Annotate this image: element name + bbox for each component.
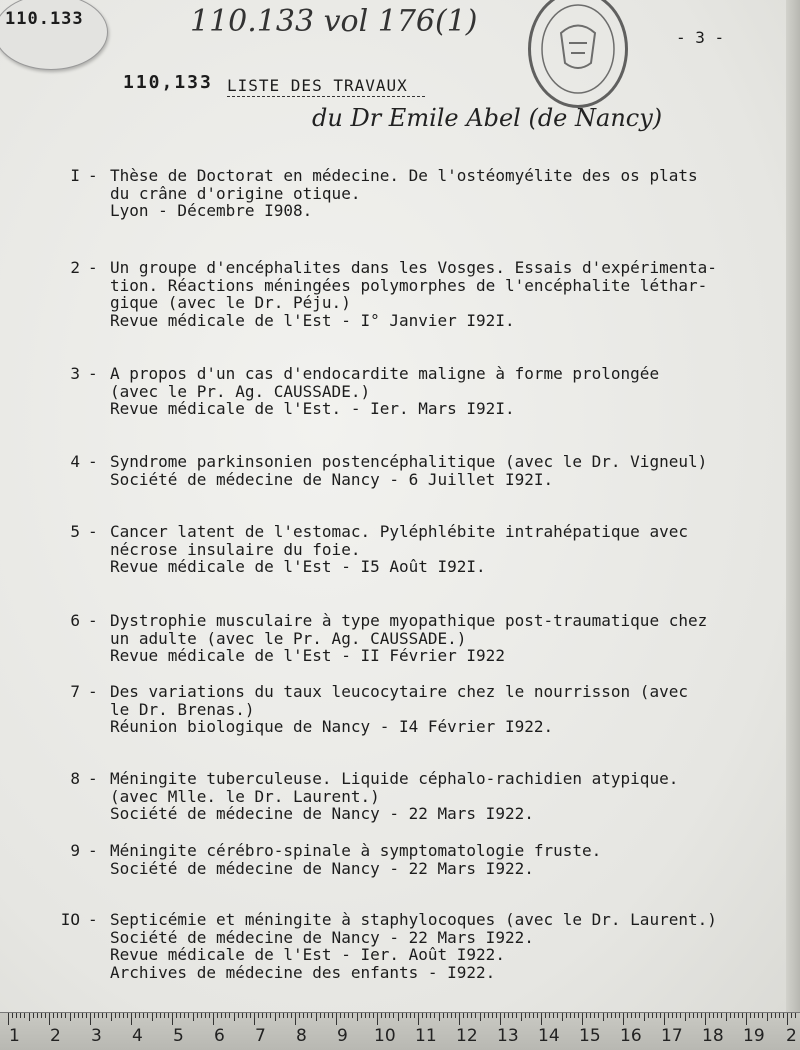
ruler-tick: [434, 1013, 435, 1018]
entry-text: [110, 911, 717, 981]
ruler-tick: [180, 1013, 181, 1018]
ruler-tick: [352, 1013, 353, 1018]
ruler-tick: [443, 1013, 444, 1018]
ruler-tick: [82, 1013, 83, 1018]
ruler-tick: [439, 1013, 440, 1021]
ruler-number: 3: [91, 1026, 102, 1046]
ruler-tick: [238, 1013, 239, 1018]
entry-number: 9: [70, 841, 80, 860]
ruler-tick: [24, 1013, 25, 1018]
entry-line: Revue médicale de l'Est - I° Janvier I92I.: [110, 310, 515, 330]
ruler-tick: [553, 1013, 554, 1018]
ruler-tick: [258, 1013, 259, 1018]
ruler-tick: [61, 1013, 62, 1018]
entry-line: - Cancer latent de l'estomac. Pyléphlébite intrahépatique avec: [110, 523, 688, 541]
ruler-tick: [156, 1013, 157, 1018]
ruler-tick: [685, 1013, 686, 1021]
entry-line: gique (avec le Dr. Péju.): [110, 293, 351, 312]
ruler-tick: [193, 1013, 194, 1021]
ruler-tick: [680, 1013, 681, 1018]
ruler-tick: [762, 1013, 763, 1018]
ruler-tick: [430, 1013, 431, 1018]
ruler-tick: [795, 1013, 796, 1018]
ruler-tick: [90, 1013, 91, 1025]
ruler-tick: [467, 1013, 468, 1018]
ruler-number: 17: [661, 1026, 683, 1046]
library-stamp-icon: [528, 0, 628, 108]
ruler-tick: [139, 1013, 140, 1018]
ruler-tick: [574, 1013, 575, 1018]
ruler-tick: [578, 1013, 579, 1018]
entry-line: - Septicémie et méningite à staphylocoques (avec le Dr. Laurent.): [110, 911, 717, 929]
ruler-tick: [779, 1013, 780, 1018]
ruler-tick: [746, 1013, 747, 1025]
ruler-tick: [488, 1013, 489, 1018]
ruler-number: 16: [620, 1026, 642, 1046]
entry-line: du crâne d'origine otique.: [110, 183, 361, 203]
ruler-tick: [242, 1013, 243, 1018]
ruler-number: 19: [743, 1026, 765, 1046]
ruler-tick: [152, 1013, 153, 1021]
ruler-tick: [426, 1013, 427, 1018]
manuscript-reference: 110.133 vol 176(1): [190, 4, 478, 39]
ruler-tick: [197, 1013, 198, 1018]
ruler-tick: [783, 1013, 784, 1018]
entry-line: le Dr. Brenas.): [110, 699, 255, 719]
ruler-tick: [127, 1013, 128, 1018]
ruler-tick: [775, 1013, 776, 1018]
ruler-tick: [590, 1013, 591, 1018]
ruler-tick: [176, 1013, 177, 1018]
ruler-tick: [652, 1013, 653, 1018]
ruler-tick: [459, 1013, 460, 1025]
ruler-tick: [324, 1013, 325, 1018]
ruler-tick: [586, 1013, 587, 1018]
entry-number: 2: [70, 258, 80, 277]
ruler-tick: [119, 1013, 120, 1018]
ruler-tick: [283, 1013, 284, 1018]
ruler-tick: [74, 1013, 75, 1018]
ruler-tick: [422, 1013, 423, 1018]
ruler-tick: [603, 1013, 604, 1021]
ruler-tick: [787, 1013, 788, 1025]
ruler-number: 18: [702, 1026, 724, 1046]
ruler-tick: [533, 1013, 534, 1018]
ruler-tick: [106, 1013, 107, 1018]
entry-number: 6: [70, 611, 80, 630]
ruler-tick: [644, 1013, 645, 1021]
page-edge-shadow: [786, 0, 800, 1012]
ruler-tick: [168, 1013, 169, 1018]
ruler-tick: [348, 1013, 349, 1018]
entry-line: Revue médicale de l'Est. - Ier. Mars I92I.: [110, 399, 515, 418]
ruler-tick: [98, 1013, 99, 1018]
ruler-tick: [320, 1013, 321, 1018]
ruler-number: 7: [255, 1026, 266, 1046]
entry-text: [110, 259, 717, 329]
ruler-tick: [41, 1013, 42, 1018]
ruler-tick: [525, 1013, 526, 1018]
ruler-tick: [455, 1013, 456, 1018]
ruler-tick: [246, 1013, 247, 1018]
entry-line: - Thèse de Doctorat en médecine. De l'ostéomyélite des os plats: [110, 167, 698, 185]
ruler-tick: [537, 1013, 538, 1018]
entry-line: nécrose insulaire du foie.: [110, 539, 361, 559]
ruler-number: 5: [173, 1026, 184, 1046]
ruler-tick: [730, 1013, 731, 1018]
ruler-tick: [742, 1013, 743, 1018]
entry-line: Société de médecine de Nancy - 6 Juillet I92I.: [110, 469, 554, 489]
ruler-number: 14: [538, 1026, 560, 1046]
ruler-tick: [463, 1013, 464, 1018]
ruler-tick: [566, 1013, 567, 1018]
entry-line: - Syndrome parkinsonien postencéphalitique (avec le Dr. Vigneul): [110, 453, 707, 471]
ruler-number: 11: [415, 1026, 437, 1046]
ruler-tick: [570, 1013, 571, 1018]
ruler-tick: [94, 1013, 95, 1018]
ruler-tick: [143, 1013, 144, 1018]
ruler-tick: [254, 1013, 255, 1025]
entry-line: Archives de médecine des enfants - I922.: [110, 962, 496, 982]
ruler-tick: [631, 1013, 632, 1018]
ruler-tick: [172, 1013, 173, 1025]
entry-number: IO: [60, 910, 80, 929]
ruler-tick: [361, 1013, 362, 1018]
ruler-tick: [480, 1013, 481, 1021]
entry-line: - Méningite tuberculeuse. Liquide céphalo-rachidien atypique.: [110, 770, 678, 788]
ruler-tick: [709, 1013, 710, 1018]
ruler-tick: [410, 1013, 411, 1018]
ruler-tick: [29, 1013, 30, 1021]
entry-number: 5: [70, 522, 80, 541]
sticker-code: 110.133: [5, 9, 84, 29]
ruler-tick: [414, 1013, 415, 1018]
ruler-tick: [676, 1013, 677, 1018]
ruler-tick: [738, 1013, 739, 1018]
ruler-number: 12: [456, 1026, 478, 1046]
ruler-tick: [672, 1013, 673, 1018]
ruler-tick: [160, 1013, 161, 1018]
entry-line: un adulte (avec le Pr. Ag. CAUSSADE.): [110, 628, 467, 648]
shelf-code: 110,133: [123, 72, 213, 93]
catalog-sticker: [0, 0, 108, 70]
ruler-tick: [754, 1013, 755, 1018]
ruler-tick: [705, 1013, 706, 1025]
ruler-tick: [49, 1013, 50, 1025]
ruler-tick: [541, 1013, 542, 1025]
entry-line: Réunion biologique de Nancy - I4 Février I922.: [110, 717, 554, 736]
entry-text: [110, 683, 688, 736]
ruler-tick: [164, 1013, 165, 1018]
entry-number: 3: [70, 364, 80, 383]
ruler-tick: [299, 1013, 300, 1018]
ruler-tick: [37, 1013, 38, 1018]
entry-text: [110, 167, 698, 220]
ruler-number: 6: [214, 1026, 225, 1046]
ruler-tick: [365, 1013, 366, 1018]
ruler-tick: [734, 1013, 735, 1018]
ruler-tick: [275, 1013, 276, 1021]
ruler-tick: [451, 1013, 452, 1018]
entry-number: 7: [70, 682, 80, 701]
ruler-tick: [188, 1013, 189, 1018]
ruler-tick: [57, 1013, 58, 1018]
ruler-tick: [262, 1013, 263, 1018]
entry-text: [110, 523, 688, 576]
ruler-tick: [287, 1013, 288, 1018]
handwritten-author: du Dr Emile Abel (de Nancy): [312, 104, 663, 132]
ruler-tick: [131, 1013, 132, 1025]
ruler-tick: [123, 1013, 124, 1018]
entry-line: Société de médecine de Nancy - 22 Mars I922.: [110, 858, 534, 878]
ruler-tick: [86, 1013, 87, 1018]
ruler-tick: [381, 1013, 382, 1018]
ruler-tick: [213, 1013, 214, 1025]
ruler-tick: [291, 1013, 292, 1018]
ruler-tick: [791, 1013, 792, 1018]
ruler-tick: [500, 1013, 501, 1025]
entry-line: (avec le Pr. Ag. CAUSSADE.): [110, 381, 371, 401]
ruler-tick: [504, 1013, 505, 1018]
ruler-tick: [336, 1013, 337, 1025]
ruler-tick: [402, 1013, 403, 1018]
ruler-tick: [697, 1013, 698, 1018]
ruler-tick: [492, 1013, 493, 1018]
ruler-tick: [717, 1013, 718, 1018]
ruler-tick: [373, 1013, 374, 1018]
ruler-tick: [385, 1013, 386, 1018]
entry-line: Société de médecine de Nancy - 22 Mars I922.: [110, 804, 534, 823]
ruler-tick: [668, 1013, 669, 1018]
ruler-tick: [512, 1013, 513, 1018]
entry-line: - Dystrophie musculaire à type myopathique post-traumatique chez: [110, 612, 707, 630]
ruler-tick: [332, 1013, 333, 1018]
ruler-tick: [713, 1013, 714, 1018]
ruler-tick: [16, 1013, 17, 1018]
ruler-tick: [447, 1013, 448, 1018]
entry-text: [110, 453, 707, 488]
ruler-tick: [549, 1013, 550, 1018]
ruler-tick: [270, 1013, 271, 1018]
ruler-tick: [475, 1013, 476, 1018]
ruler-tick: [340, 1013, 341, 1018]
entry-line: Société de médecine de Nancy - 22 Mars I922.: [110, 927, 534, 947]
ruler-tick: [135, 1013, 136, 1018]
ruler-tick: [664, 1013, 665, 1025]
entry-line: Lyon - Décembre I908.: [110, 201, 313, 220]
ruler-number: 2: [786, 1026, 797, 1046]
ruler-tick: [484, 1013, 485, 1018]
title-underline: [227, 96, 425, 97]
ruler-tick: [225, 1013, 226, 1018]
ruler-tick: [357, 1013, 358, 1021]
entry-line: Revue médicale de l'Est - Ier. Août I922.: [110, 945, 505, 964]
ruler-tick: [303, 1013, 304, 1018]
ruler-tick: [627, 1013, 628, 1018]
ruler-tick: [471, 1013, 472, 1018]
ruler-tick: [607, 1013, 608, 1018]
ruler-tick: [111, 1013, 112, 1021]
ruler-tick: [635, 1013, 636, 1018]
ruler-tick: [205, 1013, 206, 1018]
ruler-tick: [689, 1013, 690, 1018]
entry-line: - Méningite cérébro-spinale à symptomatologie fruste.: [110, 842, 601, 860]
ruler-tick: [771, 1013, 772, 1018]
ruler-tick: [545, 1013, 546, 1018]
entry-number: 4: [70, 452, 80, 471]
ruler-tick: [648, 1013, 649, 1018]
ruler-tick: [184, 1013, 185, 1018]
entry-number: I: [70, 166, 80, 185]
ruler-tick: [623, 1013, 624, 1025]
ruler-tick: [316, 1013, 317, 1021]
ruler-tick: [562, 1013, 563, 1021]
ruler-tick: [594, 1013, 595, 1018]
entry-line: Revue médicale de l'Est - II Février I922: [110, 646, 505, 665]
ruler-tick: [147, 1013, 148, 1018]
ruler-tick: [115, 1013, 116, 1018]
ruler-tick: [619, 1013, 620, 1018]
ruler-number: 13: [497, 1026, 519, 1046]
ruler-number: 15: [579, 1026, 601, 1046]
ruler-tick: [33, 1013, 34, 1018]
ruler-tick: [508, 1013, 509, 1018]
page-number: - 3 -: [676, 28, 725, 47]
ruler-number: 2: [50, 1026, 61, 1046]
entry-text: [110, 365, 659, 418]
ruler-tick: [369, 1013, 370, 1018]
ruler-number: 9: [337, 1026, 348, 1046]
ruler-tick: [701, 1013, 702, 1018]
ruler-tick: [217, 1013, 218, 1018]
ruler-tick: [266, 1013, 267, 1018]
entry-text: [110, 612, 707, 665]
ruler-tick: [45, 1013, 46, 1018]
measurement-ruler: [0, 1012, 800, 1050]
entry-line: Revue médicale de l'Est - I5 Août I92I.: [110, 557, 486, 576]
entry-number: 8: [70, 769, 80, 788]
ruler-tick: [65, 1013, 66, 1018]
ruler-tick: [750, 1013, 751, 1018]
ruler-tick: [582, 1013, 583, 1025]
ruler-number: 8: [296, 1026, 307, 1046]
ruler-tick: [639, 1013, 640, 1018]
ruler-tick: [377, 1013, 378, 1025]
ruler-tick: [201, 1013, 202, 1018]
ruler-tick: [250, 1013, 251, 1018]
ruler-tick: [767, 1013, 768, 1021]
ruler-tick: [726, 1013, 727, 1021]
ruler-number: 4: [132, 1026, 143, 1046]
ruler-tick: [693, 1013, 694, 1018]
ruler-tick: [20, 1013, 21, 1018]
ruler-tick: [398, 1013, 399, 1021]
ruler-tick: [389, 1013, 390, 1018]
ruler-tick: [209, 1013, 210, 1018]
entry-line: - A propos d'un cas d'endocardite maligne à forme prolongée: [110, 365, 659, 383]
ruler-tick: [598, 1013, 599, 1018]
ruler-number: 1: [9, 1026, 20, 1046]
entry-line: - Des variations du taux leucocytaire chez le nourrisson (avec: [110, 683, 688, 701]
ruler-tick: [721, 1013, 722, 1018]
ruler-tick: [295, 1013, 296, 1025]
ruler-tick: [234, 1013, 235, 1021]
ruler-tick: [78, 1013, 79, 1018]
ruler-tick: [656, 1013, 657, 1018]
entry-text: [110, 770, 678, 823]
ruler-tick: [102, 1013, 103, 1018]
entry-line: - Un groupe d'encéphalites dans les Vosges. Essais d'expérimenta-: [110, 259, 717, 277]
ruler-tick: [660, 1013, 661, 1018]
ruler-tick: [344, 1013, 345, 1018]
ruler-number: 10: [374, 1026, 396, 1046]
ruler-tick: [279, 1013, 280, 1018]
ruler-tick: [611, 1013, 612, 1018]
ruler-tick: [615, 1013, 616, 1018]
ruler-tick: [70, 1013, 71, 1021]
ruler-tick: [307, 1013, 308, 1018]
ruler-tick: [529, 1013, 530, 1018]
ruler-tick: [328, 1013, 329, 1018]
ruler-tick: [221, 1013, 222, 1018]
ruler-tick: [393, 1013, 394, 1018]
ruler-tick: [557, 1013, 558, 1018]
page-title: LISTE DES TRAVAUX: [227, 76, 408, 95]
ruler-tick: [8, 1013, 9, 1025]
ruler-tick: [758, 1013, 759, 1018]
ruler-tick: [406, 1013, 407, 1018]
ruler-tick: [521, 1013, 522, 1021]
entry-line: (avec Mlle. le Dr. Laurent.): [110, 786, 380, 806]
ruler-tick: [229, 1013, 230, 1018]
ruler-tick: [12, 1013, 13, 1018]
ruler-tick: [516, 1013, 517, 1018]
ruler-tick: [496, 1013, 497, 1018]
ruler-tick: [311, 1013, 312, 1018]
entry-text: [110, 842, 601, 877]
entry-line: tion. Réactions méningées polymorphes de l'encéphalite léthar-: [110, 275, 708, 295]
ruler-tick: [53, 1013, 54, 1018]
ruler-tick: [418, 1013, 419, 1025]
